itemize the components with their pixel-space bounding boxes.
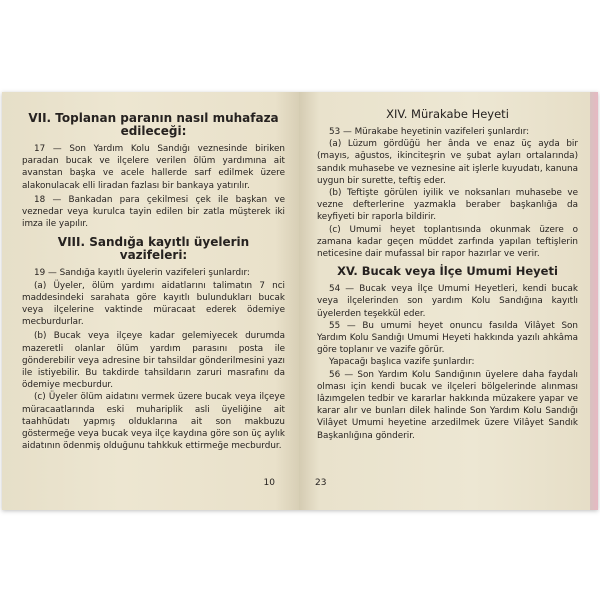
section-heading-vii: VII. Toplanan paranın nasıl muhafaza edileceği: [28, 111, 279, 138]
page-number: 23 [315, 478, 327, 488]
paragraph-53b: (b) Teftişte görülen iyilik ve noksanları muhasebe ve vezne defterlerine yazmakla beraber başkanlığa da keyfiyeti bir raporla bildirir. [317, 188, 578, 223]
booklet-spread [2, 92, 598, 510]
right-page [299, 92, 590, 510]
paragraph-53a: (a) Lüzum gördüğü her ânda ve enaz üç ayda bir (mayıs, ağustos, ikinciteşrin ve şubat ayları ortalarında) sandık muhasebe ve veznesine ait işlerle kuyudatı, kanuna uygun bir surette, teftiş eder. [317, 139, 578, 186]
paragraph-19: 19 — Sandığa kayıtlı üyelerin vazifeleri şunlardır: [34, 268, 250, 279]
section-heading-xiv: XIV. Mürakabe Heyeti [386, 107, 509, 121]
paragraph-17: 17 — Son Yardım Kolu Sandığı veznesinde biriken paradan bucak ve ilçelere verilen ölüm yardımına ait avanstan başka ve acele hallerde sarf edilmek üzere alakonulacak elli liradan fazlası bir bankaya yatırılır. [22, 144, 285, 191]
paragraph-19b: (b) Bucak veya ilçeye kadar gelemiyecek durumda mazeretli olanlar ölüm yardım parasını posta ile gönderebilir veya adresine bir tahsildar gönderilmesini yazı ile istiyebilir. Bu takdirde tahsildarın zaruri masrafını da ödemiye mecburdur. [22, 331, 285, 391]
left-page [2, 92, 299, 510]
paragraph-53: 53 — Mürakabe heyetinin vazifeleri şunlardır: [329, 127, 530, 137]
page-number: 10 [263, 478, 275, 488]
paragraph-56: 56 — Son Yardım Kolu Sandığının üyelere daha faydalı olması için kendi bucak ve ilçeleri bölgelerinde alınması lâzımgelen tedbir ve kararlar hakkında müzakere yapar ve karar alır ve bunları dilek halinde Son Yardım Kolu Sandığı Vilâyet Umumi heyetine arzedilmek üzere Vilâyet Sandık Başkanlığına gönderir. [317, 369, 578, 441]
page-edge [590, 92, 598, 510]
paragraph-53c: (c) Umumi heyet toplantısında okunmak üzere o zamana kadar geçen müddet zarfında yapılan teftişlerin neticesine dair mufassal bir rapor hazırlar ve verir. [317, 224, 578, 260]
section-heading-xv: XV. Bucak veya İlçe Umumi Heyeti [337, 264, 558, 279]
paragraph-19a: (a) Üyeler, ölüm yardımı aidatlarını talimatın 7 nci maddesindeki sarahata göre kayıtlı bulundukları bucak veya ilçelerine vaktinde müracaat ederek ödemiye mecburdurlar. [22, 280, 285, 328]
paragraph-54: 54 — Bucak veya İlçe Umumi Heyetleri, kendi bucak veya ilçelerinden son yardım Kolu Sandığına kayıtlı üyelerden teşekkül eder. [317, 284, 578, 319]
paragraph-55: 55 — Bu umumi heyet onuncu fasılda Vilâyet Son Yardım Kolu Sandığı Umumi Heyeti hakkında yazılı ahkâma göre toplanır ve vazife görür. [317, 320, 578, 356]
paragraph-55-duties: Yapacağı başlıca vazife şunlardır: [329, 357, 475, 368]
section-heading-viii: VIII. Sandığa kayıtlı üyelerin vazifeleri: [57, 235, 250, 263]
paragraph-18: 18 — Bankadan para çekilmesi çek ile başkan ve veznedar veya kurulca tayin edilen bir zatla müşterek iki imza ile yapılır. [22, 194, 285, 230]
paragraph-19c: (c) Üyeler ölüm aidatını vermek üzere bucak veya ilçeye müracaatlarında eski muhariplik asli üyeliğine ait taahhüdatı yapmış olduklarına ait son makbuzu göstermeğe veya bucak veya ilçe kaydına göre son üç aylık aidatının ödenmiş olduğunu tahkkuk ettirmeğe mecburdur. [22, 392, 285, 452]
